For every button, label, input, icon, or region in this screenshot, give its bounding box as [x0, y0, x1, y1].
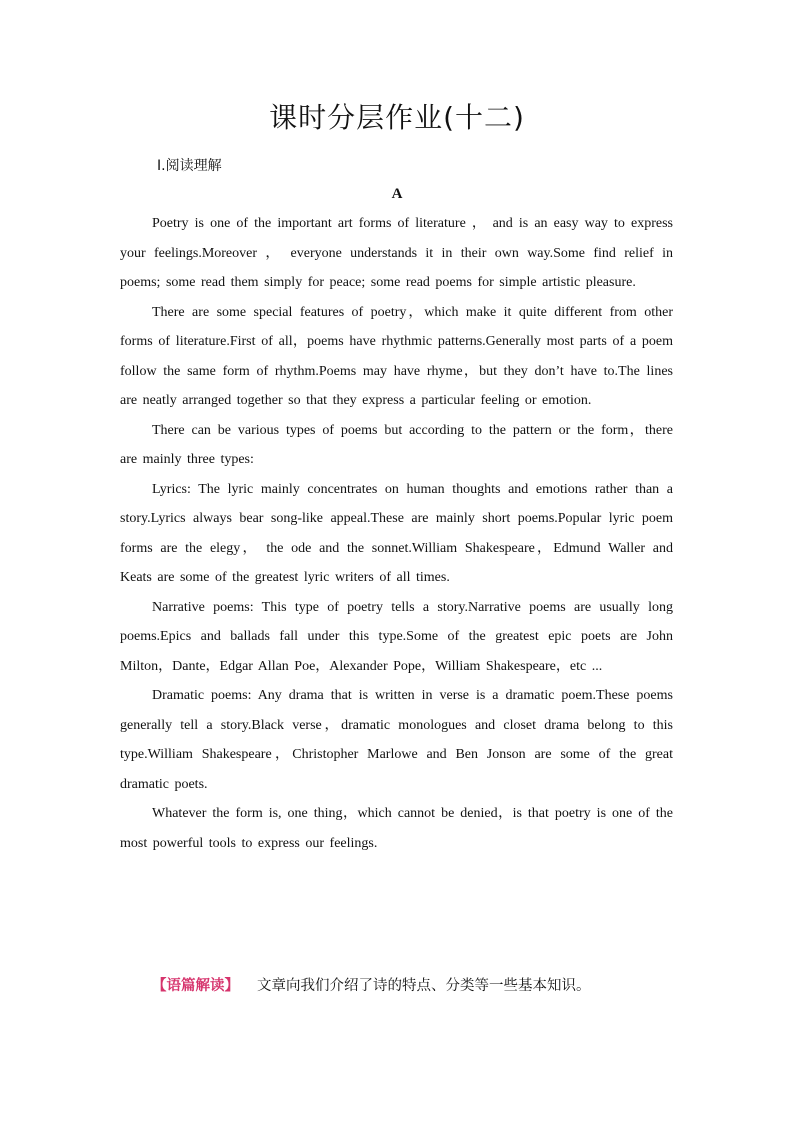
paragraph-types: There can be various types of poems but according to the pattern or the form，there are mainly three types: [120, 422, 673, 467]
paragraph-features: There are some special features of poetry，which make it quite different from other forms of literature.First of all，poems have rhythmic patterns.Generally most parts of a poem follow the same form of rhythm.Poems may have rhyme，but they don’t have to.The lines are neatly arranged together so that they express a particular feeling or emotion. [120, 304, 673, 408]
paragraph-dramatic: Dramatic poems: Any drama that is written in verse is a dramatic poem.These poems generally tell a story.Black verse，dramatic monologues and closet drama belong to this type.William Shakespeare，Christopher Marlowe and Ben Jonson are some of the great dramatic poets. [120, 688, 673, 792]
paragraph-narrative: Narrative poems: This type of poetry tells a story.Narrative poems are usually long poems.Epics and ballads fall under this type.Some of the greatest epic poets are John Milton，Dante，Edgar Allan Poe，Alexander Pope，William Shakespeare，etc ... [120, 599, 673, 674]
paragraph-lyrics: Lyrics: The lyric mainly concentrates on human thoughts and emotions rather than a story.Lyrics always bear song-like appeal.These are mainly short poems.Popular lyric poem forms are the elegy， the ode and the sonnet.William Shakespeare，Edmund Waller and Keats are some of the greatest lyric writers of all times. [120, 481, 673, 585]
passage-letter: A [391, 186, 403, 202]
passage-body [120, 209, 673, 858]
paragraph-intro: Poetry is one of the important art forms of literature ， and is an easy way to express your feelings.Moreover ， everyone understands it in their own way.Some find relief in poems; some read them simply for peace; some read poems for simple artistic pleasure. [120, 216, 673, 290]
section-label: Ⅰ.阅读理解 [157, 158, 222, 174]
page-title: 课时分层作业(十二) [269, 101, 525, 134]
passage-analysis [152, 974, 591, 998]
analysis-tag: 【语篇解读】 [152, 978, 239, 994]
paragraph-conclusion: Whatever the form is, one thing，which cannot be denied，is that poetry is one of the most powerful tools to express our feelings. [120, 806, 673, 851]
analysis-content: 文章向我们介绍了诗的特点、分类等一些基本知识。 [257, 978, 591, 994]
